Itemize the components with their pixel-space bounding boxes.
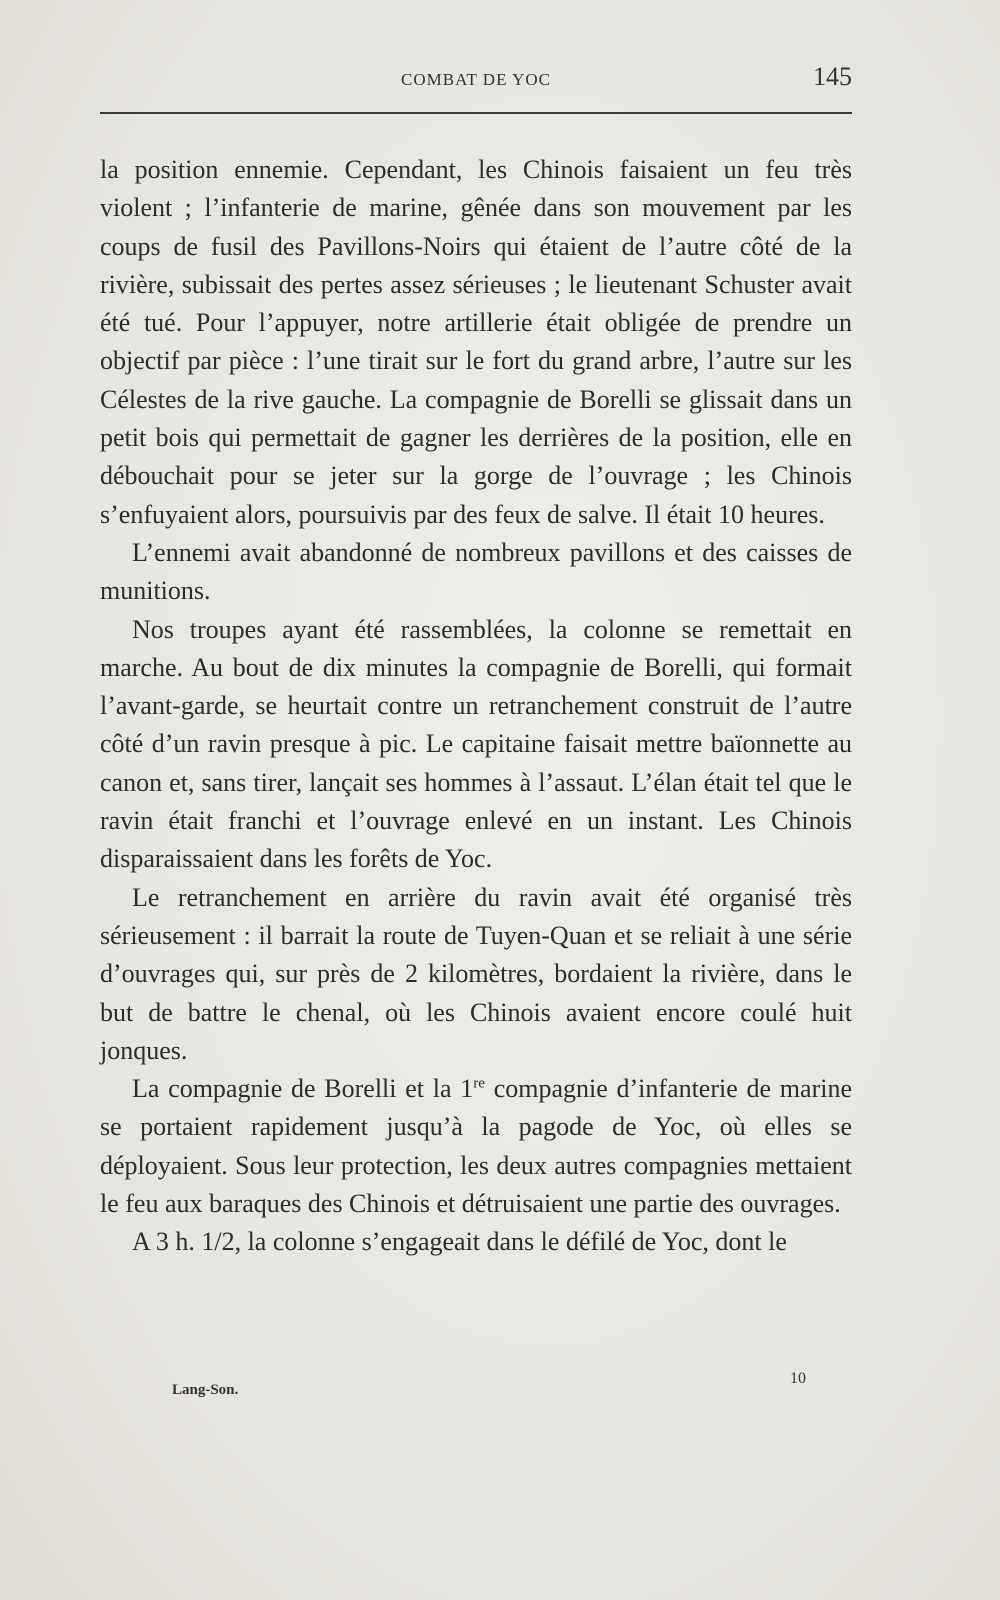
paragraph: la position ennemie. Cependant, les Chinois faisaient un feu très violent ; l’infanterie de marine, gênée dans son mouvement par les coups de fusil des Pavillons-Noirs qui étaient de l’autre côté de la rivière, subissait des pertes assez sérieuses ; le lieutenant Schuster avait été tué. Pour l’appuyer, notre artillerie était obligée de prendre un objectif par pièce : l’une tirait sur le fort du grand arbre, l’autre sur les Célestes de la rive gauche. La compagnie de Borelli se glissait dans un petit bois qui permettait de gagner les derrières de la position, elle en débouchait pour se jeter sur la gorge de l’ouvrage ; les Chinois s’enfuyaient alors, poursuivis par des feux de salve. Il était 10 heures. — [100, 155, 852, 529]
page-footer — [100, 1370, 852, 1400]
running-head — [100, 62, 852, 102]
paragraph: L’ennemi avait abandonné de nombreux pavillons et des caisses de munitions. — [100, 537, 852, 606]
paragraph: Le retranchement en arrière du ravin avait été organisé très sérieusement : il barrait la route de Tuyen-Quan et se reliait à une série d’ouvrages qui, sur près de 2 kilomètres, bordaient la rivière, dans le but de battre le chenal, où les Chinois avaient encore coulé huit jonques. — [100, 882, 852, 1065]
header-rule — [100, 112, 852, 114]
paragraph-text: compagnie d’infanterie de marine se portaient rapidement jusqu’à la pagode de Yoc, où elles se déployaient. Sous leur protection, les deux autres compagnies mettaient le feu aux baraques des Chinois et détruisaient une partie des ouvrages. — [100, 1074, 852, 1219]
body-text — [100, 151, 852, 1262]
paragraph: A 3 h. 1/2, la colonne s’engageait dans le défilé de Yoc, dont le — [132, 1227, 787, 1257]
running-title: COMBAT DE YOC — [401, 70, 551, 89]
paragraph — [100, 1070, 852, 1223]
ordinal-superscript: re — [473, 1075, 485, 1092]
signature-mark: 10 — [790, 1370, 806, 1387]
page-number: 145 — [813, 62, 852, 91]
paragraph-text: La compagnie de Borelli et la 1 — [132, 1074, 474, 1104]
book-title: Lang-Son. — [172, 1382, 239, 1398]
paragraph: Nos troupes ayant été rassemblées, la colonne se remettait en marche. Au bout de dix minutes la compagnie de Borelli, qui formait l’avant-garde, se heurtait contre un retranchement construit de l’autre côté d’un ravin presque à pic. Le capitaine faisait mettre baïonnette au canon et, sans tirer, lançait ses hommes à l’assaut. L’élan était tel que le ravin était franchi et l’ouvrage enlevé en un instant. Les Chinois disparaissaient dans les forêts de Yoc. — [100, 614, 852, 874]
